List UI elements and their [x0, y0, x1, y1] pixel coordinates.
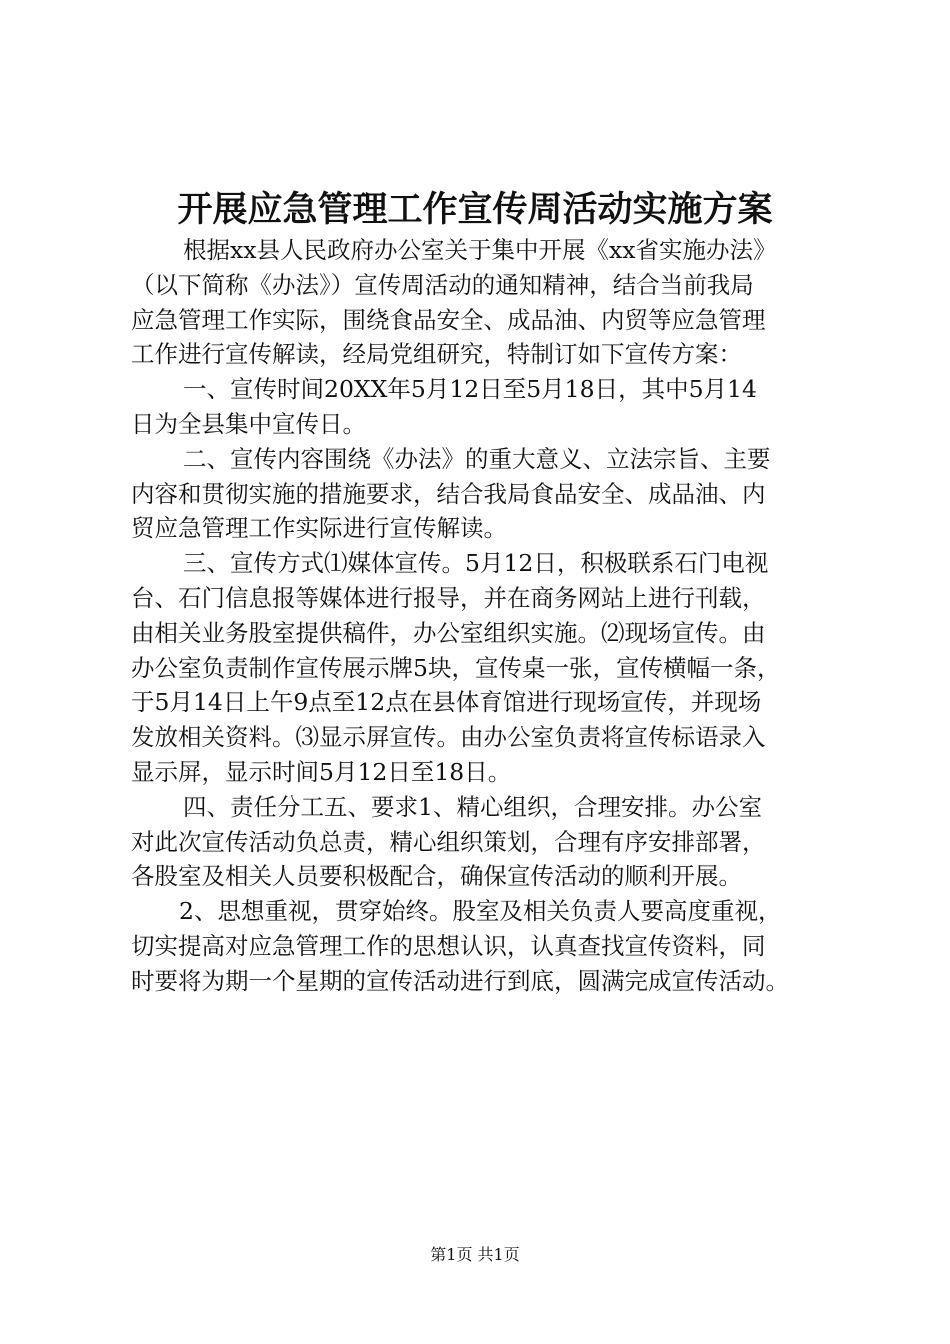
paragraph-line: 发放相关资料。⑶显示屏宣传。由办公室负责将宣传标语录入 — [131, 723, 766, 752]
paragraph-line: 四、责任分工五、要求1、精心组织，合理安排。办公室 — [183, 792, 762, 821]
paragraph-line: 2、思想重视，贯穿始终。股室及相关负责人要高度重视， — [179, 897, 782, 926]
paragraph-line: 三、宣传方式⑴媒体宣传。5月12日，积极联系石门电视 — [183, 549, 769, 578]
paragraph-line: 由相关业务股室提供稿件，办公室组织实施。⑵现场宣传。由 — [131, 618, 766, 647]
paragraph-line: 工作进行宣传解读，经局党组研究，特制订如下宣传方案： — [131, 340, 742, 369]
paragraph-line: 显示屏，显示时间5月12日至18日。 — [131, 757, 512, 786]
paragraph-line: 于5月14日上午9点至12点在县体育馆进行现场宣传，并现场 — [131, 688, 762, 717]
paragraph-line: 贸应急管理工作实际进行宣传解读。 — [131, 514, 507, 543]
document-title: 开展应急管理工作宣传周活动实施方案 — [177, 189, 773, 230]
document-body — [131, 233, 851, 999]
paragraph-line: （以下简称《办法》）宣传周活动的通知精神，结合当前我局 — [131, 270, 754, 299]
paragraph-line: 二、宣传内容围绕《办法》的重大意义、立法宗旨、主要 — [183, 444, 771, 473]
paragraph-line: 应急管理工作实际，围绕食品安全、成品油、内贸等应急管理 — [131, 305, 766, 334]
paragraph-line: 时要将为期一个星期的宣传活动进行到底，圆满完成宣传活动。 — [131, 966, 789, 995]
paragraph-line: 内容和贯彻实施的措施要求，结合我局食品安全、成品油、内 — [131, 479, 766, 508]
paragraph-line: 台、石门信息报等媒体进行报导，并在商务网站上进行刊载， — [131, 583, 766, 612]
paragraph-line: 日为全县集中宣传日。 — [131, 409, 366, 438]
paragraph-line: 对此次宣传活动负总责，精心组织策划，合理有序安排部署， — [131, 827, 766, 856]
page-footer: 第1页 共1页 — [430, 1245, 520, 1264]
paragraph-line: 办公室负责制作宣传展示牌5块，宣传桌一张，宣传横幅一条， — [131, 653, 781, 682]
paragraph-line: 切实提高对应急管理工作的思想认识，认真查找宣传资料，同 — [131, 931, 766, 960]
paragraph-line: 根据xx县人民政府办公室关于集中开展《xx省实施办法》 — [183, 236, 777, 264]
paragraph-line: 各股室及相关人员要积极配合，确保宣传活动的顺利开展。 — [131, 862, 742, 891]
paragraph-line: 一、宣传时间20XX年5月12日至5月18日，其中5月14 — [183, 375, 757, 404]
